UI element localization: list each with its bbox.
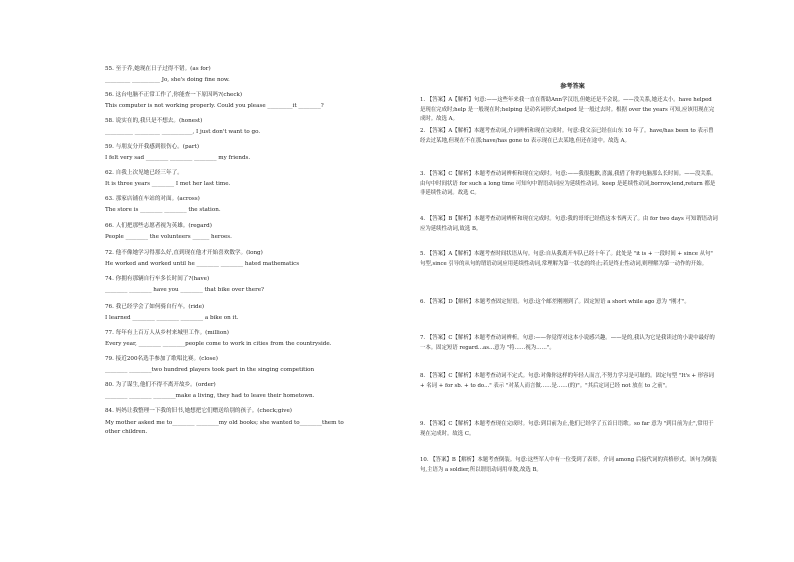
question-prompt: 84. 妈妈让我整理一下我的旧书,她想把它们赠送给别的孩子。(check;give) (105, 408, 292, 414)
question-item (105, 144, 250, 162)
question-prompt: 56. 这台电脑不正常工作了,你能查一下原因吗?(check) (105, 92, 243, 98)
question-prompt: 79. 接近200名选手参加了歌唱比赛。(close) (105, 356, 218, 362)
question-prompt: 80. 为了谋生,他们不得不离开故乡。(order) (105, 382, 216, 388)
answers-title: 参考答案 (560, 83, 585, 90)
question-answer-line: I learned ________ ________ ________ a bike on it. (105, 315, 239, 321)
question-item (105, 276, 264, 294)
answer-item: 2. 【答案】A【解析】本题考查动词,介词辨析和现在完成时。句意:我父亲已经在山东 10 年了。have/has been to 表示曾经去过某地,但现在不在那;have/has gone to 表示现在已去某地,但还在途中。故选 A。 (420, 128, 714, 144)
question-answer-line: This computer is not working properly. Could you please _________it ________? (105, 103, 324, 109)
question-item (105, 356, 314, 374)
answer-item: 5. 【答案】A【解析】本题考查时间状语从句。句意:自从我离开车队已经十年了。此处是 "it is + 一段时间 + since 从句" 句型,since 引导的从句的谓语动词应用延续性动词,常理解为第一状态的终止;若是终止性动词,则理解为第一动作的开始。 (420, 251, 713, 267)
question-answer-line: My mother asked me to________ ________my old books; she wanted to________them to other children. (105, 420, 344, 435)
question-prompt: 66. 人们把那些志愿者视为英雄。(regard) (105, 223, 212, 229)
question-item (105, 304, 238, 322)
question-answer-line: It is three years ________ I met her last time. (105, 181, 231, 187)
question-item (105, 170, 230, 188)
answer-item: 4. 【答案】B【解析】本题考查动词辨析和现在完成时。句意:我的哥哥已经借这本书两天了。由 for two days 可知谓语动词应为延续性动词,故选 B。 (420, 216, 718, 232)
question-answer-line: _________ __________ Jo, she's doing fine now. (105, 77, 230, 83)
answer-item: 9. 【答案】C【解析】本题考查现在完成时。句意:到目前为止,他们已经学了五首日语歌。so far 意为 "到目前为止",常用于现在完成时。故选 C。 (420, 421, 714, 437)
answer-item: 6. 【答案】D【解析】本题考查固定短语。句意:这个邮差刚刚到了。固定短语 a short while ago 意为 "刚才"。 (420, 299, 690, 305)
question-answer-line: He worked and worked until he ________ ________ hated mathematics (105, 261, 300, 267)
question-item (105, 382, 314, 400)
question-prompt: 72. 他不像她学习得那么好,直到现在他才开始喜欢数学。(long) (105, 250, 263, 256)
answer-item: 1. 【答案】A【解析】句意:——这些年来我一直在帮助Ann学汉语,但她还是不会说。——没关系,她还太小。have helped 是现在完成时;help 是一般现在时;helping 是动名词形式;helped 是一般过去时。根据 over the years 可知,应该用现在完成时。故选 A。 (420, 97, 715, 123)
question-item (105, 92, 324, 110)
question-item (105, 66, 230, 84)
question-prompt: 59. 与朋友分开我感到很伤心。(part) (105, 144, 200, 150)
question-item (105, 196, 221, 214)
question-answer-line: The store is ________ ________ the station. (105, 207, 221, 213)
question-item (105, 330, 331, 348)
answer-item: 10. 【答案】B【解析】本题考查倒装。句意:这些军人中有一位受到了表彰。介词 among 后接代词的宾格形式。该句为倒装句,主语为 a soldier,所以谓语动词用单数,故选 B。 (420, 457, 717, 473)
question-item (105, 118, 260, 136)
question-prompt: 76. 我已经学会了如何骑自行车。(ride) (105, 304, 205, 310)
question-answer-line: ________ ________ have you ________ that bike over there? (105, 287, 265, 293)
question-prompt: 58. 说实在的,我只是不想去。(honest) (105, 118, 203, 124)
question-answer-line: __________ _________ ___________, I just don't want to go. (105, 129, 261, 135)
question-answer-line: People ________ the volunteers ______ heroes. (105, 234, 232, 240)
question-item (105, 250, 299, 268)
question-prompt: 74. 你拥有那辆自行车多长时间了?(have) (105, 276, 210, 282)
question-answer-line: ________ ________ ________make a living, they had to leave their hometown. (105, 393, 315, 399)
question-answer-line: I felt very sad ________ ________ ________ my friends. (105, 155, 251, 161)
question-prompt: 77. 每年有上百万人从乡村来城里工作。(million) (105, 330, 229, 336)
question-item (105, 223, 232, 241)
question-answer-line: ________ ________two hundred players took part in the singing competition (105, 367, 315, 373)
answer-item: 7. 【答案】C【解析】本题考查动词辨析。句意:——你觉得对这本小说感兴趣。——是的,我认为它是我读过的小说中最好的一本。固定短语 regard...as...意为 "将……视为……"。 (420, 335, 715, 351)
question-prompt: 55. 至于乔,她现在日子过得不错。(as for) (105, 66, 211, 72)
question-prompt: 62. 自我上次见她已经三年了。 (105, 170, 183, 176)
question-answer-line: Every year, ________ ________people come to work in cities from the countryside. (105, 341, 332, 347)
question-item (105, 408, 355, 436)
answer-item: 8. 【答案】C【解析】本题考查动词不定式。句意:对像你这样的年轻人而言,不努力学习是可耻的。固定句型 "It's + 形容词 + 名词 + for sb. + to do..." 表示 "对某人而言做……是……(的)"。"其后定词已经 not 放在 to 之前"。 (420, 373, 714, 389)
question-prompt: 63. 那家店铺在车站的对面。(across) (105, 196, 200, 202)
answer-item: 3. 【答案】C【解析】本题考查动词辨析和现在完成时。句意:——我很抱歉,喜露,我借了你的电脑那么长时间。——没关系。由句中时间状语 for such a long time 可知句中谓语动词应为延续性动词。keep 是延续性动词,borrow,lend,return 都是非延续性动词。故选 C。 (420, 171, 717, 197)
